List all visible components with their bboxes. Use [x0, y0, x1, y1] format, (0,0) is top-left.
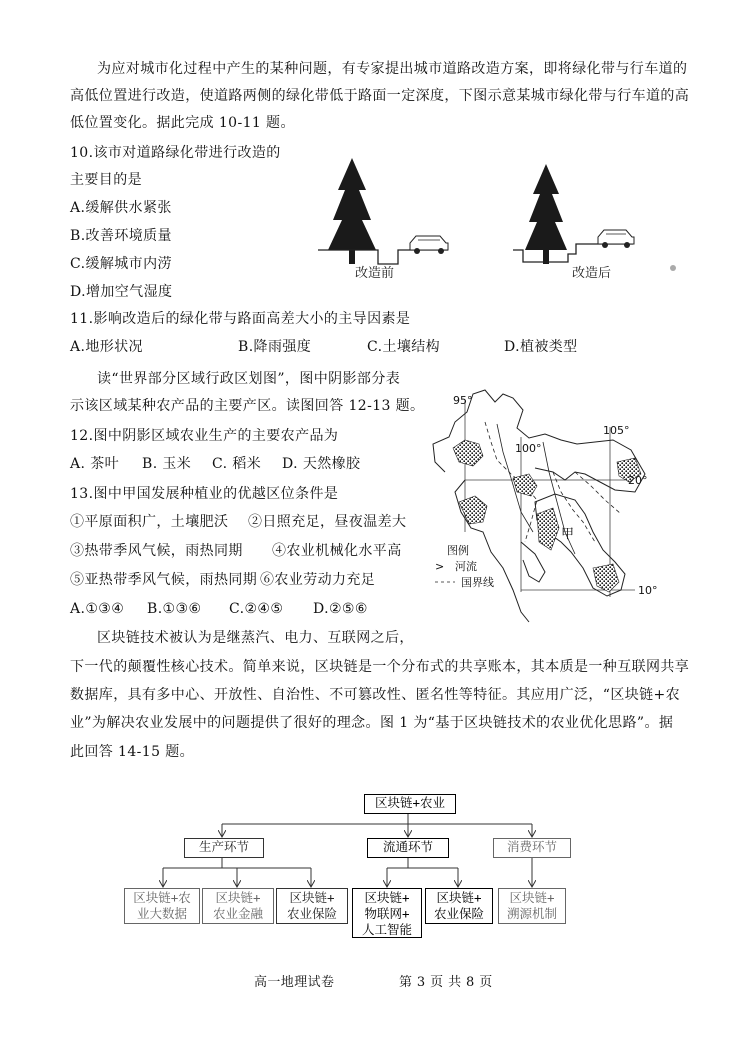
flow-leaf-big-data: 区块链+农 业大数据: [124, 888, 200, 924]
blockchain-line-1: 区块链技术被认为是继蒸汽、电力、互联网之后，: [97, 630, 414, 646]
q11-option-d: D.植被类型: [504, 339, 578, 355]
intro-line-1: 为应对城市化过程中产生的某种问题，有专家提出城市道路改造方案，即将绿化带与行车道的: [97, 61, 688, 77]
q10-option-d: D.增加空气湿度: [70, 284, 173, 300]
q12-option-c: C. 稻米: [212, 456, 262, 472]
caption-before: 改造前: [355, 266, 395, 281]
flow-leaf-insurance-circulation: 区块链+ 农业保险: [425, 888, 493, 924]
q12-stem: 12.图中阴影区域农业生产的主要农产品为: [70, 428, 339, 444]
q13-option-b: B.①③⑥: [147, 601, 202, 617]
flow-stage-production: 生产环节: [184, 838, 264, 858]
blockchain-line-2: 下一代的颠覆性核心技术。简单来说，区块链是一个分布式的共享账本，其本质是一种互联网共享: [70, 659, 690, 675]
country-jia-label: 甲: [561, 527, 575, 542]
lat-20-label: 20°: [628, 474, 648, 487]
flow-stage-consumption: 消费环节: [493, 838, 571, 858]
q12-option-d: D. 天然橡胶: [282, 456, 361, 472]
q11-option-b: B.降雨强度: [238, 339, 312, 355]
intro-line-2: 高低位置进行改造，使道路两侧的绿化带低于路面一定深度，下图示意某城市绿化带与行车道的高: [70, 88, 690, 104]
blockchain-line-5: 此回答 14-15 题。: [70, 744, 195, 760]
intro-line-3: 低位置变化。据此完成 10-11 题。: [70, 115, 295, 131]
q13-condition-4: ④农业机械化水平高: [272, 543, 402, 559]
q13-condition-3: ③热带季风气候，雨热同期: [70, 543, 243, 559]
map-intro-line-2: 示该区域某种农产品的主要产区。读图回答 12-13 题。: [70, 398, 425, 414]
q13-condition-2: ②日照充足，昼夜温差大: [248, 514, 407, 530]
q13-condition-6: ⑥农业劳动力充足: [260, 572, 376, 588]
legend-river-symbol: >: [435, 560, 445, 573]
q13-condition-1: ①平原面积广，土壤肥沃: [70, 514, 229, 530]
q13-option-a: A.①③④: [70, 601, 125, 617]
map-intro-line-1: 读“世界部分区域行政区划图”，图中阴影部分表: [97, 371, 401, 387]
q10-stem-1: 10.该市对道路绿化带进行改造的: [70, 145, 281, 161]
lon-100-label: 100°: [515, 442, 542, 455]
caption-after: 改造后: [572, 266, 612, 281]
q13-option-c: C.②④⑤: [229, 601, 284, 617]
flow-root: 区块链+农业: [364, 794, 456, 814]
q12-option-b: B. 玉米: [142, 456, 192, 472]
legend-title: 图例: [447, 544, 469, 557]
q10-option-a: A.缓解供水紧张: [70, 200, 172, 216]
flow-leaf-insurance-production: 区块链+ 农业保险: [276, 888, 348, 924]
flow-leaf-traceability: 区块链+ 溯源机制: [498, 888, 566, 924]
lon-105-label: 105°: [603, 424, 630, 437]
q11-option-c: C.土壤结构: [367, 339, 441, 355]
lon-95-label: 95°: [453, 394, 473, 407]
q13-stem: 13.图中甲国发展种植业的优越区位条件是: [70, 486, 339, 502]
q11-stem: 11.影响改造后的绿化带与路面高差大小的主导因素是: [70, 311, 411, 327]
legend-border-label: 国界线: [461, 576, 494, 589]
flow-leaf-iot-ai: 区块链+ 物联网+ 人工智能: [352, 888, 422, 938]
q13-condition-5: ⑤亚热带季风气候，雨热同期: [70, 572, 258, 588]
blockchain-line-3: 数据库，具有多中心、开放性、自治性、不可篡改性、匿名性等特征。其应用广泛，“区块链+农: [70, 687, 681, 703]
footer-page: 第 3 页 共 8 页: [399, 975, 493, 990]
q10-option-c: C.缓解城市内涝: [70, 256, 172, 272]
flow-stage-circulation: 流通环节: [367, 838, 449, 858]
footer-title: 高一地理试卷: [254, 975, 335, 990]
q13-option-d: D.②⑤⑥: [313, 601, 368, 617]
blockchain-line-4: 业”为解决农业发展中的问题提供了很好的理念。图 1 为“基于区块链技术的农业优化思路”。据: [70, 715, 674, 731]
q11-option-a: A.地形状况: [70, 339, 143, 355]
q10-stem-2: 主要目的是: [70, 172, 142, 188]
legend-river-label: 河流: [455, 560, 477, 573]
q10-option-b: B.改善环境质量: [70, 228, 172, 244]
lat-10-label: 10°: [638, 584, 658, 597]
q12-option-a: A. 茶叶: [70, 456, 120, 472]
flow-leaf-finance: 区块链+ 农业金融: [202, 888, 274, 924]
